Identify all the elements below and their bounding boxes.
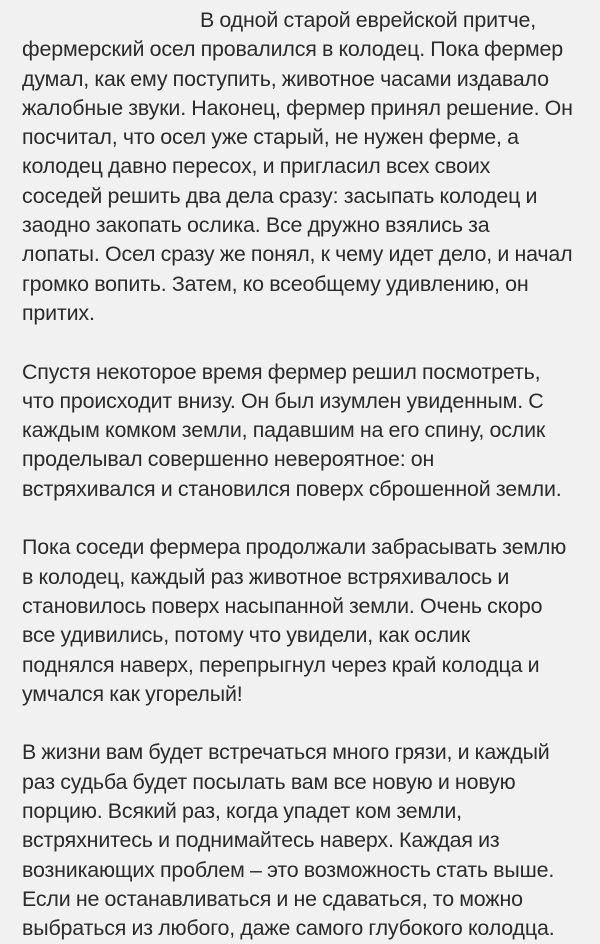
text-line: раз судьба будет посылать вам все новую и новую — [22, 769, 516, 794]
text-line: лопаты. Осел сразу же понял, к чему идет дело, и начал — [22, 242, 573, 267]
text-line: встряхивался и становился поверх сброшенной земли. — [22, 476, 562, 501]
text-line: возникающих проблем – это возможность стать выше. — [22, 857, 555, 882]
text-line: посчитал, что осел уже старый, не нужен ферме, а — [22, 125, 519, 150]
text-line: проделывал совершенно невероятное: он — [22, 447, 435, 472]
text-line: жалобные звуки. Наконец, фермер принял решение. Он — [22, 95, 573, 120]
paragraph-gap — [22, 709, 578, 738]
text-line: В жизни вам будет встречаться много грязи, и каждый — [22, 740, 550, 765]
text-line: поднялся наверх, перепрыгнул через край колодца и — [22, 652, 540, 677]
text-line: фермерский осел провалился в колодец. Пока фермер — [22, 37, 563, 62]
text-line: каждым комком земли, падавшим на его спину, ослик — [22, 418, 546, 443]
text-line: Пока соседи фермера продолжали забрасывать землю — [22, 535, 567, 560]
text-line: Если не останавливаться и не сдаваться, то можно — [22, 886, 523, 911]
text-line: становилось поверх насыпанной земли. Очень скоро — [22, 593, 543, 618]
paragraph-gap — [22, 328, 578, 357]
paragraph-4 — [22, 738, 578, 943]
text-line: встряхнитесь и поднимайтесь наверх. Каждая из — [22, 828, 500, 853]
text-line: заодно закопать ослика. Все дружно взялись за — [22, 213, 490, 238]
text-line: В одной старой еврейской притче, — [200, 8, 537, 32]
text-line: соседей решить два дела сразу: засыпать колодец и — [22, 183, 538, 208]
text-line: думал, как ему поступить, животное часами издавало — [22, 66, 549, 91]
paragraph-3 — [22, 533, 578, 709]
text-line: все удивились, потому что увидели, как ослик — [22, 623, 470, 648]
text-line: колодец давно пересох, и пригласил всех своих — [22, 154, 491, 179]
paragraph-gap — [22, 504, 578, 533]
text-line: громко вопить. Затем, ко всеобщему удивлению, он — [22, 271, 529, 296]
paragraph-1 — [22, 6, 578, 328]
text-line: порцию. Всякий раз, когда упадет ком земли, — [22, 799, 462, 824]
text-line: притих. — [22, 300, 95, 325]
text-line: выбраться из любого, даже самого глубокого колодца. — [22, 916, 555, 941]
text-line: умчался как угорелый! — [22, 681, 243, 706]
text-line: Спустя некоторое время фермер решил посмотреть, — [22, 359, 541, 384]
text-line: что происходит внизу. Он был изумлен увиденным. С — [22, 388, 544, 413]
paragraph-2 — [22, 358, 578, 504]
text-line: в колодец, каждый раз животное встряхивалось и — [22, 564, 510, 589]
